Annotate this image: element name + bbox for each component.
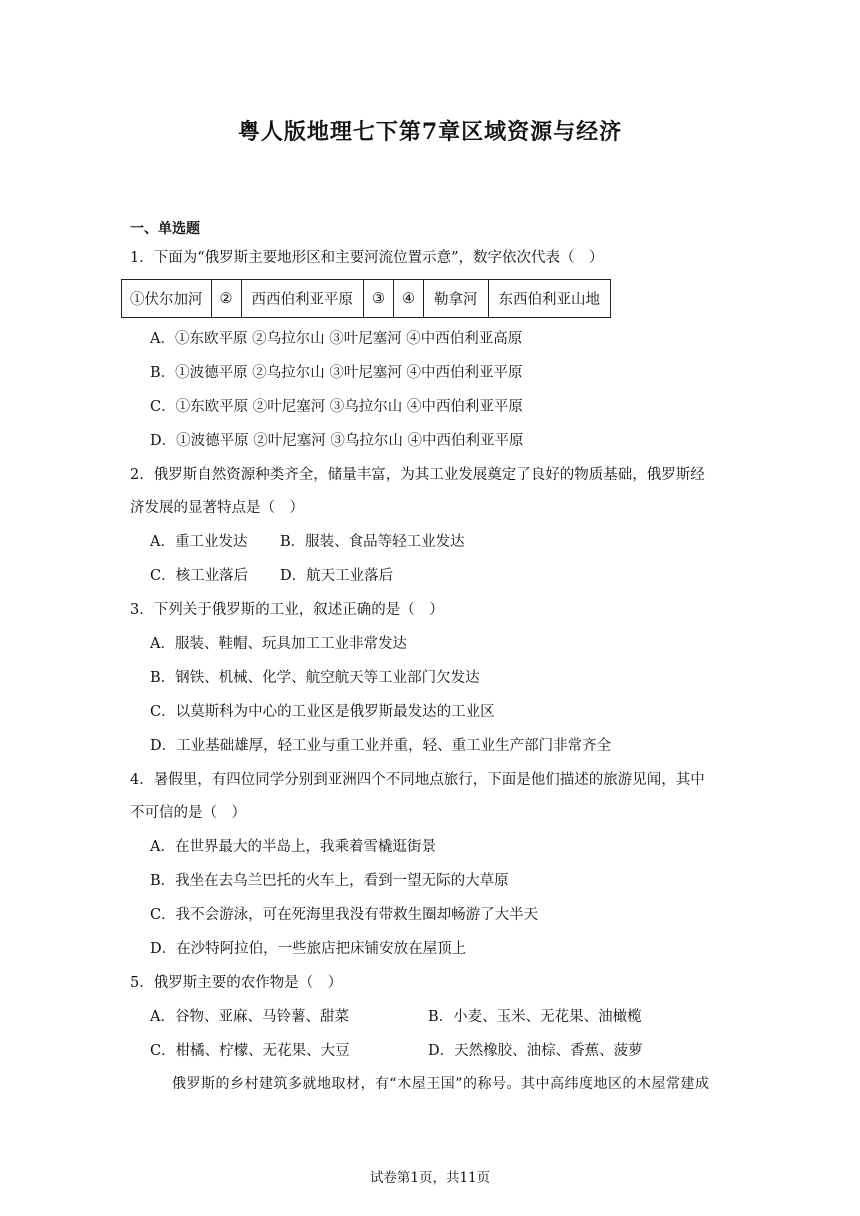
question-3-stem: 3．下列关于俄罗斯的工业，叙述正确的是（ ） [130, 602, 444, 618]
table-cell: 东西伯利亚山地 [488, 280, 611, 318]
table-cell: ② [211, 280, 241, 318]
question-3-option-b: B．钢铁、机械、化学、航空航天等工业部门欠发达 [150, 670, 480, 686]
section-heading: 一、单选题 [130, 221, 200, 237]
question-2-option-a: A．重工业发达 [150, 534, 248, 550]
question-1-table [121, 279, 611, 318]
question-4-option-c: C．我不会游泳，可在死海里我没有带救生圈却畅游了大半天 [150, 907, 539, 923]
question-4-stem-line1: 4．暑假里，有四位同学分别到亚洲四个不同地点旅行，下面是他们描述的旅游见闻，其中 [130, 772, 705, 788]
document-title: 粤人版地理七下第7章区域资源与经济 [237, 119, 623, 145]
page-footer: 试卷第1页，共11页 [369, 1170, 491, 1186]
question-3-option-a: A．服装、鞋帽、玩具加工工业非常发达 [150, 636, 407, 652]
table-cell: 西西伯利亚平原 [241, 280, 364, 318]
question-4-option-a: A．在世界最大的半岛上，我乘着雪橇逛街景 [150, 839, 436, 855]
question-3-option-d: D．工业基础雄厚，轻工业与重工业并重，轻、重工业生产部门非常齐全 [150, 738, 612, 754]
question-1-option-a: A．①东欧平原 ②乌拉尔山 ③叶尼塞河 ④中西伯利亚高原 [150, 331, 523, 347]
question-2-stem-line2: 济发展的显著特点是（ ） [130, 500, 304, 516]
table-cell: ③ [364, 280, 394, 318]
question-4-option-b: B．我坐在去乌兰巴托的火车上，看到一望无际的大草原 [150, 873, 509, 889]
question-4-option-d: D．在沙特阿拉伯，一些旅店把床铺安放在屋顶上 [150, 941, 467, 957]
question-5-stem: 5．俄罗斯主要的农作物是（ ） [130, 975, 343, 991]
question-1-option-c: C．①东欧平原 ②叶尼塞河 ③乌拉尔山 ④中西伯利亚平原 [150, 399, 523, 415]
question-2-option-d: D．航天工业落后 [280, 568, 394, 584]
reading-passage: 俄罗斯的乡村建筑多就地取材，有“木屋王国”的称号。其中高纬度地区的木屋常建成 [172, 1076, 710, 1092]
question-5-option-c: C．柑橘、柠檬、无花果、大豆 [150, 1043, 350, 1059]
question-1-option-d: D．①波德平原 ②叶尼塞河 ③乌拉尔山 ④中西伯利亚平原 [150, 433, 524, 449]
table-cell: ④ [394, 280, 424, 318]
table-cell: 勒拿河 [424, 280, 489, 318]
question-2-options-row2 [150, 564, 393, 585]
question-5-options-row1 [150, 1005, 642, 1026]
question-2-option-c: C．核工业落后 [150, 568, 249, 584]
question-1-option-b: B．①波德平原 ②乌拉尔山 ③叶尼塞河 ④中西伯利亚平原 [150, 365, 523, 381]
question-2-option-b: B．服装、食品等轻工业发达 [280, 534, 465, 550]
question-4-stem-line2: 不可信的是（ ） [130, 805, 246, 821]
question-2-stem-line1: 2．俄罗斯自然资源种类齐全，储量丰富，为其工业发展奠定了良好的物质基础，俄罗斯经 [130, 467, 705, 483]
question-5-option-b: B．小麦、玉米、无花果、油橄榄 [428, 1009, 642, 1025]
question-5-option-a: A．谷物、亚麻、马铃薯、甜菜 [150, 1009, 349, 1025]
question-5-option-d: D．天然橡胶、油棕、香蕉、菠萝 [428, 1043, 643, 1059]
question-3-option-c: C．以莫斯科为中心的工业区是俄罗斯最发达的工业区 [150, 704, 495, 720]
question-1-stem: 1．下面为“俄罗斯主要地形区和主要河流位置示意”，数字依次代表（ ） [130, 250, 604, 266]
question-2-options-row1 [150, 530, 465, 551]
question-5-options-row2 [150, 1039, 643, 1060]
table-cell: ①伏尔加河 [122, 280, 212, 318]
